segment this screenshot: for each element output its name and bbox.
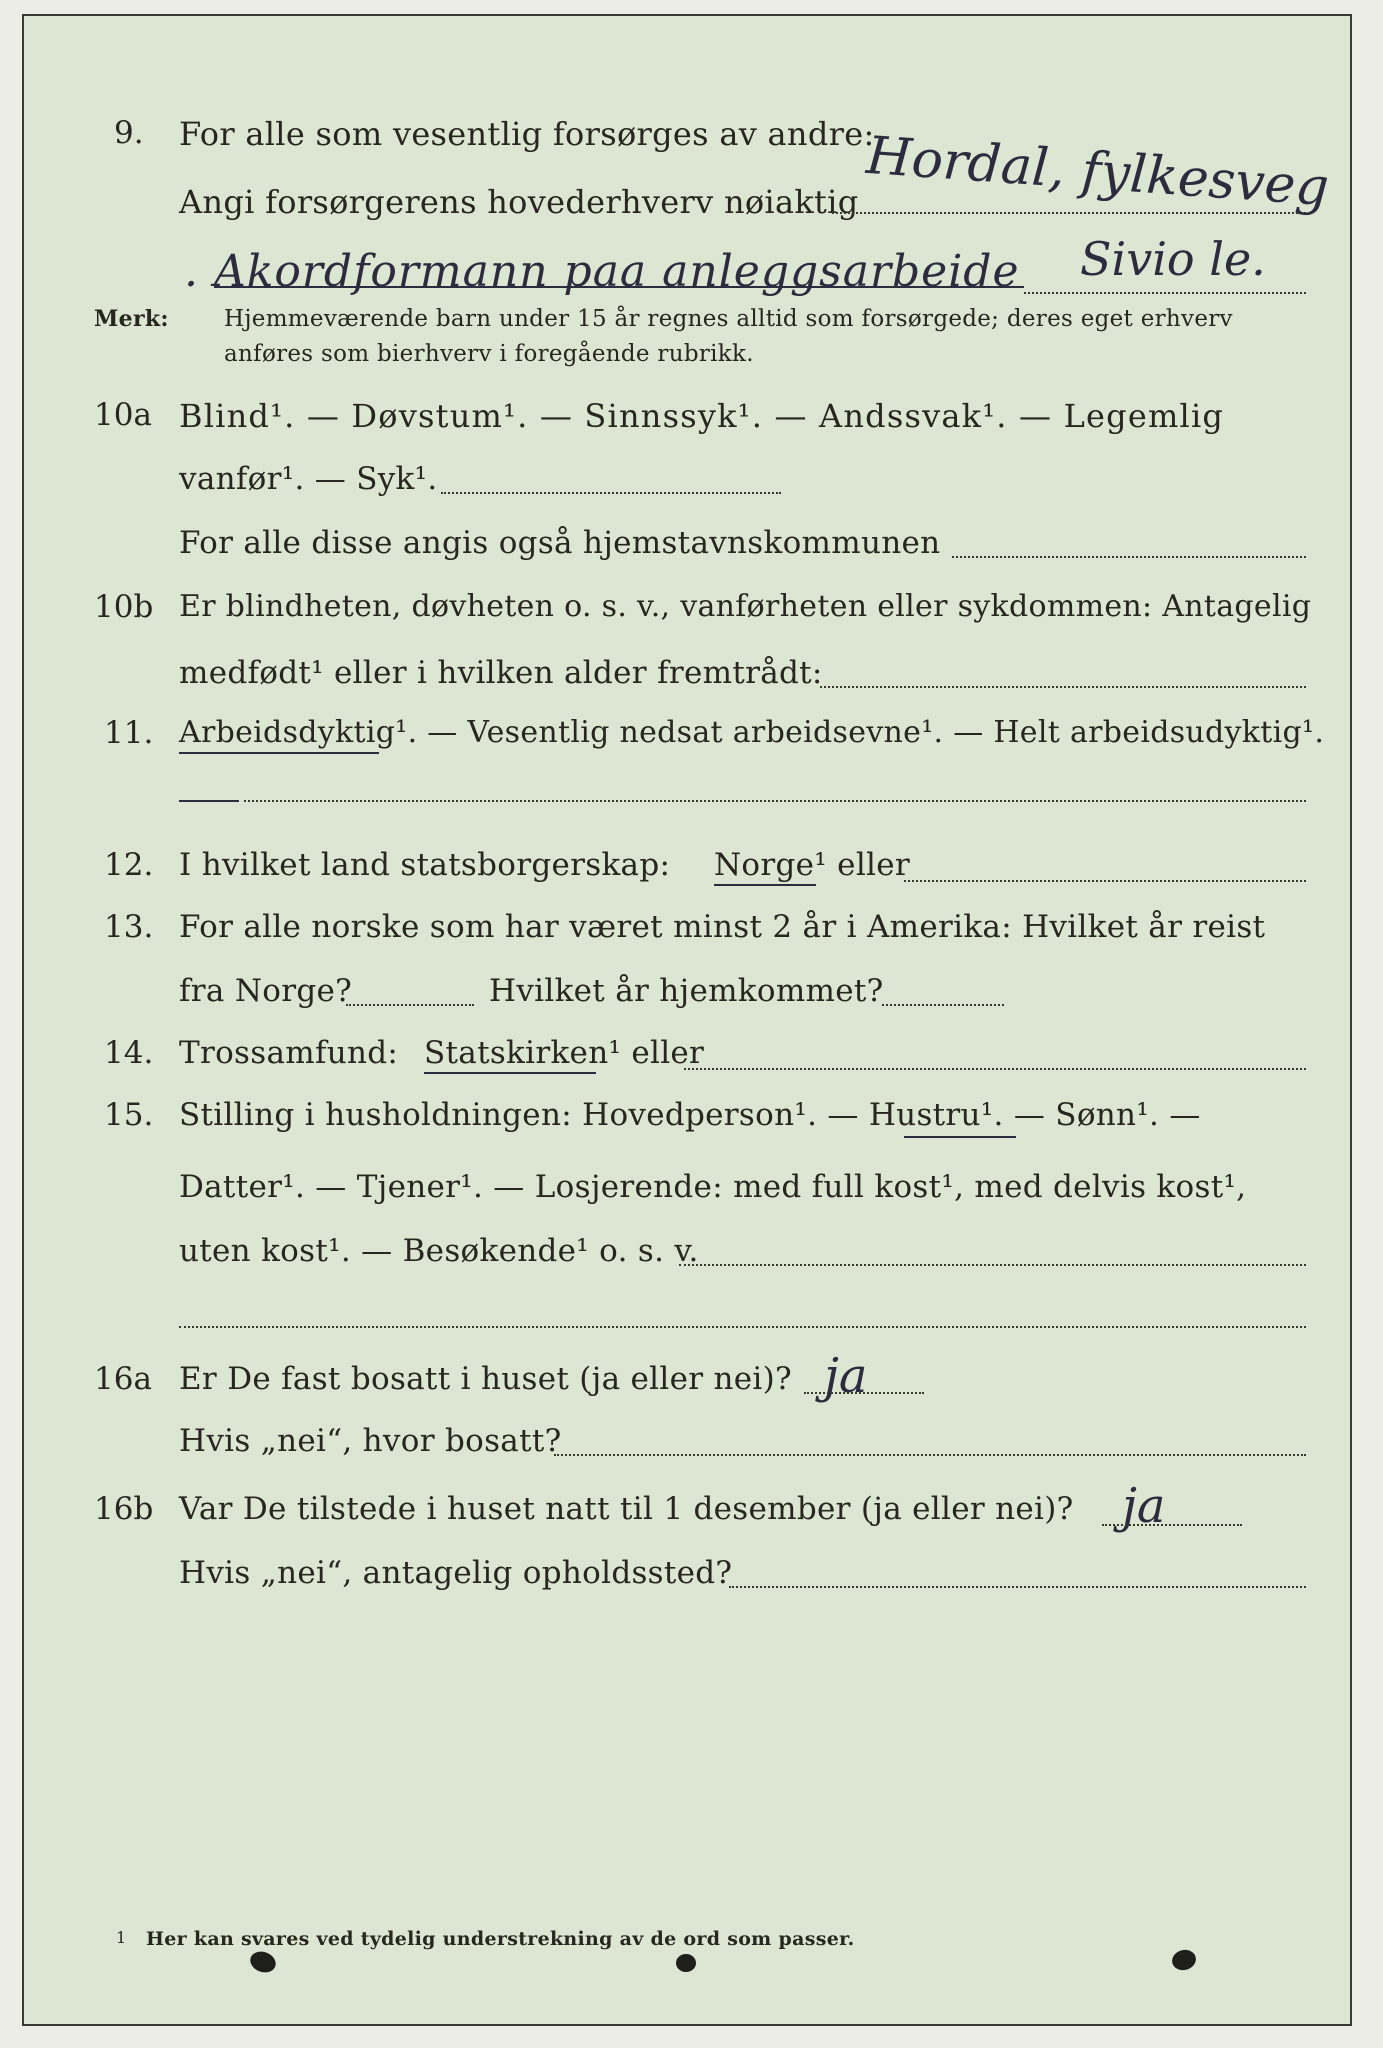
q12-option: Norge¹ eller xyxy=(714,847,911,883)
merk-line2: anføres som bierhverv i foregående rubrikk. xyxy=(224,341,754,367)
q16a-dotted-line-1 xyxy=(804,1392,924,1394)
q15-line3: uten kost¹. — Besøkende¹ o. s. v. xyxy=(179,1233,699,1269)
q16b-handwritten-answer: ja xyxy=(1122,1478,1166,1534)
q16b-dotted-line-2 xyxy=(729,1586,1306,1588)
q11-dotted-line xyxy=(244,800,1306,802)
q16a-number: 16a xyxy=(94,1361,152,1397)
q9-dotted-line-2 xyxy=(1024,292,1306,294)
q15-number: 15. xyxy=(104,1097,154,1133)
q9-number: 9. xyxy=(114,115,144,151)
q16a-handwritten-answer: ja xyxy=(824,1348,868,1404)
q14-label: Trossamfund: xyxy=(179,1035,399,1071)
q12-dotted-line xyxy=(904,880,1306,882)
q13-line1: For alle norske som har været minst 2 år i Amerika: Hvilket år reist xyxy=(179,909,1266,945)
q13-number: 13. xyxy=(104,909,154,945)
q16b-line2: Hvis „nei“, antagelig opholdssted? xyxy=(179,1555,733,1591)
q11-number: 11. xyxy=(104,715,154,751)
q16a-dotted-line-2 xyxy=(554,1454,1306,1456)
q14-underline-statskirken xyxy=(424,1072,596,1074)
q10b-number: 10b xyxy=(94,589,154,625)
q9-line1: For alle som vesentlig forsørges av andre: xyxy=(179,115,875,153)
q15-line2: Datter¹. — Tjener¹. — Losjerende: med full kost¹, med delvis kost¹, xyxy=(179,1169,1247,1205)
q16b-dotted-line-1 xyxy=(1102,1524,1242,1526)
q13-dotted-line-1 xyxy=(346,1004,474,1006)
q12-underline-norge xyxy=(714,884,816,886)
q11-underline-arbeidsdyktig xyxy=(179,752,379,754)
ink-blot-left xyxy=(247,1948,278,1976)
q10a-dotted-line-2 xyxy=(952,556,1306,558)
q9-answer-underline xyxy=(214,286,1024,288)
merk-line1: Hjemmeværende barn under 15 år regnes alltid som forsørgede; deres eget erhverv xyxy=(224,306,1233,332)
q14-number: 14. xyxy=(104,1035,154,1071)
q12-number: 12. xyxy=(104,847,154,883)
q9-line2: Angi forsørgerens hovederhverv nøiaktig xyxy=(179,183,859,221)
q15-underline-hustru xyxy=(904,1136,1016,1138)
q10a-line1: Blind¹. — Døvstum¹. — Sinnssyk¹. — Andssvak¹. — Legemlig xyxy=(179,397,1225,435)
q16b-line1: Var De tilstede i huset natt til 1 desember (ja eller nei)? xyxy=(179,1491,1074,1527)
q15-line1: Stilling i husholdningen: Hovedperson¹. — Hustru¹. — Sønn¹. — xyxy=(179,1097,1201,1133)
q15-dotted-line-2 xyxy=(179,1326,1306,1328)
q10b-line1: Er blindheten, døvheten o. s. v., vanførheten eller sykdommen: Antagelig xyxy=(179,589,1312,624)
q13-line2a: fra Norge? xyxy=(179,973,353,1009)
q10a-line2: vanfør¹. — Syk¹. xyxy=(179,461,438,497)
q12-line1: I hvilket land statsborgerskap: xyxy=(179,847,671,883)
footnote-marker: 1 xyxy=(116,1928,127,1947)
q11-answer-stroke xyxy=(179,800,239,802)
q16a-line2: Hvis „nei“, hvor bosatt? xyxy=(179,1423,562,1459)
ink-blot-center xyxy=(676,1954,696,1972)
q15-dotted-line-1 xyxy=(679,1264,1306,1266)
q10b-dotted-line xyxy=(820,686,1306,688)
census-form-page xyxy=(22,14,1352,2026)
q10b-line2: medfødt¹ eller i hvilken alder fremtrådt: xyxy=(179,655,823,691)
q10a-number: 10a xyxy=(94,397,152,433)
q14-option: Statskirken¹ eller xyxy=(424,1035,705,1071)
q10a-dotted-line-1 xyxy=(441,492,781,494)
q11-line1: Arbeidsdyktig¹. — Vesentlig nedsat arbeidsevne¹. — Helt arbeidsudyktig¹. xyxy=(179,715,1325,750)
q9-dotted-line-1 xyxy=(832,212,1306,214)
ink-blot-right xyxy=(1170,1947,1198,1973)
q13-dotted-line-2 xyxy=(882,1004,1004,1006)
q9-handwritten-answer-3: Sivio le. xyxy=(1080,232,1266,286)
q9-handwritten-answer-2: . Akordformann paa anleggsarbeide xyxy=(184,246,1020,297)
footnote-text: Her kan svares ved tydelig understrekning av de ord som passer. xyxy=(146,1928,855,1950)
q10a-line3: For alle disse angis også hjemstavnskommunen xyxy=(179,525,941,561)
merk-label: Merk: xyxy=(94,306,169,332)
q13-line2b: Hvilket år hjemkommet? xyxy=(489,973,884,1009)
q14-dotted-line xyxy=(684,1068,1306,1070)
q16a-line1: Er De fast bosatt i huset (ja eller nei)? xyxy=(179,1361,792,1397)
q9-handwritten-answer-1: Hordal, fylkesveg xyxy=(864,125,1331,219)
q16b-number: 16b xyxy=(94,1491,154,1527)
